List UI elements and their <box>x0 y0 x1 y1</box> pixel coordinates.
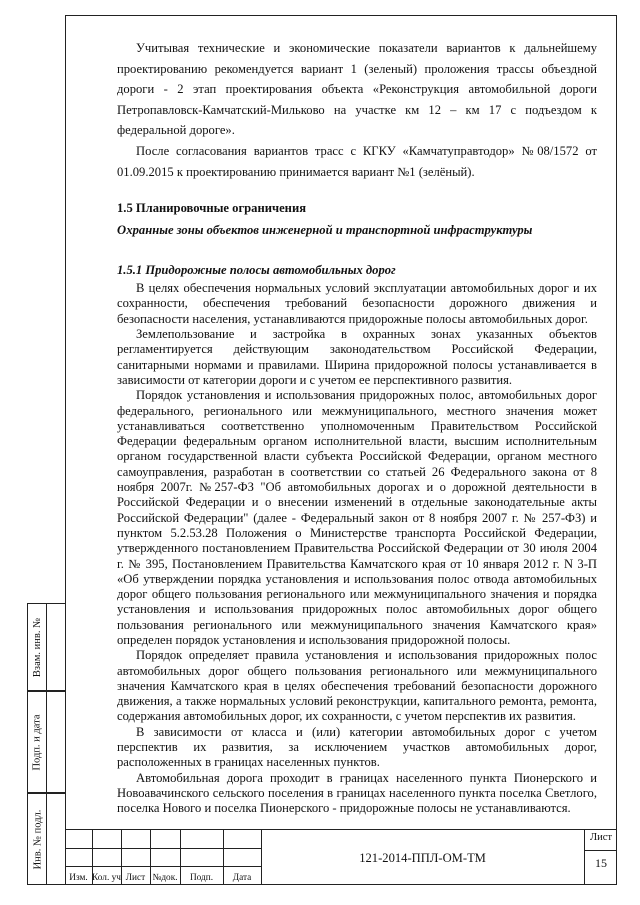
document-code: 121-2014-ППЛ-ОМ-ТМ <box>359 850 486 865</box>
side-cell-vzam <box>27 603 65 691</box>
col-podp: Подп. <box>189 873 214 883</box>
col-kol-uch: Кол. уч <box>92 873 121 883</box>
paragraph: Землепользование и застройка в охранных зонах указанных объектов регламентируется действующим законодательством Российской Федерации, санитарными нормами и правилами. Ширина придорожной полосы устанавливается в зависимости от категории дороги и с учетом ее перспективного развития. <box>117 327 597 387</box>
side-cell-podp-data <box>27 691 65 793</box>
side-label-vzam: Взам. инв. № <box>32 617 44 677</box>
paragraph: После согласования вариантов трасс с КГКУ «Камчатуправтодор» №08/1572 от 01.09.2015 к проектированию принимается вариант №1 (зелёный). <box>117 143 597 179</box>
paragraph: Учитывая технические и экономические показатели вариантов к дальнейшему проектированию рекомендуется вариант 1 (зеленый) проложения трассы объездной дороги - 2 этап проектирования объекта «Реконструкция автомобильной дороги Петропавловск-Камчатский-Мильково на участке км 12 – км 17 с подъездом к федеральной дороге». <box>117 41 597 138</box>
side-stamp-strip <box>27 603 65 885</box>
section-subtitle: Охранные зоны объектов инженерной и транспортной инфраструктуры <box>117 223 533 238</box>
side-cell-inv-podl <box>27 793 65 885</box>
side-label-podp-data: Подп. и дата <box>32 713 44 771</box>
col-data: Дата <box>232 873 252 883</box>
paragraph: Порядок определяет правила установления и использования придорожных полос автомобильных дорог общего пользования регионального или межмуниципального значения Камчатского края в целях обеспечения требований безопасности дорожного движения, а также нормальных условий реконструкции, капитального ремонта, ремонта, содержания автомобильных дорог, их сохранности, с учетом перспектив их развития. <box>117 648 597 724</box>
document-body <box>117 38 597 817</box>
side-label-inv-podl: Инв. № подл. <box>32 809 44 869</box>
sheet-label: Лист <box>590 832 612 843</box>
paragraph: В целях обеспечения нормальных условий эксплуатации автомобильных дорог и их сохранности, обеспечения требований безопасности дорожного движения и безопасности населения, устанавливаются придорожные полосы автомобильных дорог. <box>117 281 597 326</box>
col-izm: Изм. <box>69 873 88 883</box>
title-block <box>65 829 617 885</box>
paragraph: Порядок установления и использования придорожных полос, автомобильных дорог федерального, регионального или межмуниципального, местного значения может устанавливаться соответственно уполномоченным Правительством Российской Федерации федеральным органом исполнительной власти, высшим исполнительным органом государственной власти субъекта Российской Федерации, органом местного самоуправления, разработан в соответствии со статьей 26 Федерального закона от 8 ноября 2007г. №257-ФЗ "Об автомобильных дорогах и о дорожной деятельности в Российской Федерации и о внесении изменений в отдельные законодательные акты Российской Федерации" (далее - Федеральный закон от 8 ноября 2007 г. № 257-ФЗ) и пунктом 5.2.53.28 Положения о Министерстве транспорта Российской Федерации, утвержденного постановлением Правительства Российской Федерации от 30 июля 2004 г. № 395, Постановлением Правительства Камчатского края от 10 января 2012 г. N 3-П «Об утверждении порядка установления и использования полос отвода автомобильных дорог общего пользования регионального или межмуниципального значения и порядка установления и использования придорожных полос автомобильных дорог общего пользования регионального или межмуниципального значения Камчатского края» определен порядок установления и использования придорожной полосы. <box>117 388 597 647</box>
sheet-number: 15 <box>595 856 607 870</box>
paragraph: Автомобильная дорога проходит в границах населенного пункта Пионерского и Новоавачинского сельского поселения в границах населенного пункта поселка Светлого, поселка Нового и поселка Пионерского - придорожные полосы не устанавливаются. <box>117 770 597 816</box>
col-ndok: №док. <box>152 873 178 883</box>
col-list: Лист <box>125 873 146 883</box>
paragraph: В зависимости от класса и (или) категории автомобильных дорог с учетом перспектив их развития, за исключением участков автомобильных дорог, расположенных в границах населенных пунктов. <box>117 724 597 770</box>
section-title: 1.5 Планировочные ограничения <box>117 201 307 216</box>
subsection-title: 1.5.1 Придорожные полосы автомобильных дорог <box>117 263 396 278</box>
